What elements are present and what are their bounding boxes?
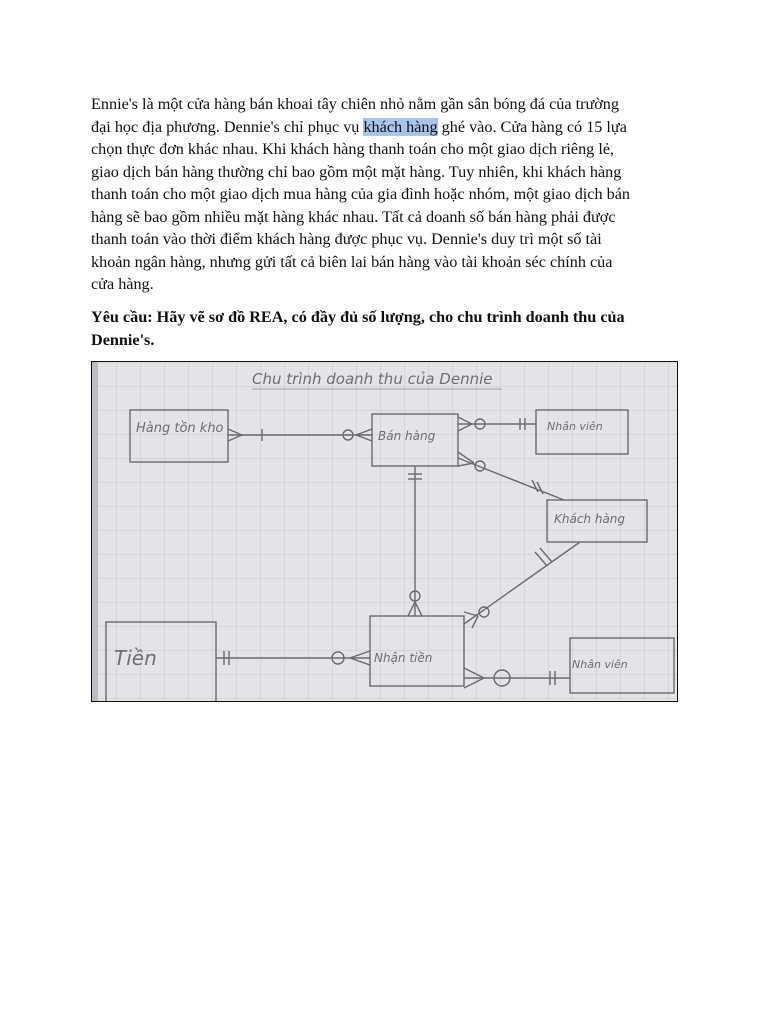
requirement-line: Yêu cầu: Hãy vẽ sơ đồ REA, có đầy đủ số lượng, cho chu trình doanh thu của: [91, 308, 625, 326]
paragraph-text: đại học địa phương. Dennie's chỉ phục vụ: [91, 117, 364, 136]
problem-paragraph: [91, 93, 681, 296]
paragraph-line: thanh toán cho một giao dịch mua hàng của gia đình hoặc nhóm, một giao dịch bán: [91, 185, 631, 203]
paragraph-line: [91, 116, 681, 139]
label-nhan-vien-top: Nhân viên: [547, 420, 603, 433]
paragraph-line: Ennie's là một cửa hàng bán khoai tây chiên nhỏ nằm gần sân bóng đá của trường: [91, 95, 619, 113]
paragraph-line: hàng sẽ bao gồm nhiều mặt hàng khác nhau. Tất cả doanh số bán hàng phải được: [91, 207, 616, 226]
label-khach-hang: Khách hàng: [554, 512, 626, 526]
rea-diagram: [92, 362, 678, 702]
highlighted-text[interactable]: khách hàng: [363, 117, 438, 136]
label-tien: Tiền: [114, 646, 157, 670]
label-nhan-vien-bottom: Nhân viên: [572, 658, 628, 671]
paragraph-text: ghé vào. Cửa hàng có 15 lựa: [437, 117, 627, 136]
rea-diagram-photo: [91, 361, 678, 702]
paper-edge-shadow: [92, 362, 98, 702]
diagram-title: Chu trình doanh thu của Dennie: [252, 370, 493, 388]
paragraph-line: giao dịch bán hàng thường chỉ bao gồm một mặt hàng. Tuy nhiên, khi khách hàng: [91, 162, 622, 181]
label-nhan-tien: Nhận tiền: [374, 651, 433, 665]
paragraph-line: chọn thực đơn khác nhau. Khi khách hàng thanh toán cho một giao dịch riêng lẻ,: [91, 140, 615, 158]
paragraph-line: thanh toán vào thời điểm khách hàng được phục vụ. Dennie's duy trì một số tài: [91, 230, 602, 248]
paragraph-line: cửa hàng.: [91, 275, 154, 293]
requirement-line: Dennie's.: [91, 330, 155, 349]
label-hang-ton-kho: Hàng tồn kho: [136, 421, 224, 436]
paragraph-line: khoản ngân hàng, nhưng gửi tất cả biên lai bán hàng vào tài khoản séc chính của: [91, 252, 613, 271]
requirement-heading: [91, 306, 691, 351]
label-ban-hang: Bán hàng: [378, 429, 436, 443]
